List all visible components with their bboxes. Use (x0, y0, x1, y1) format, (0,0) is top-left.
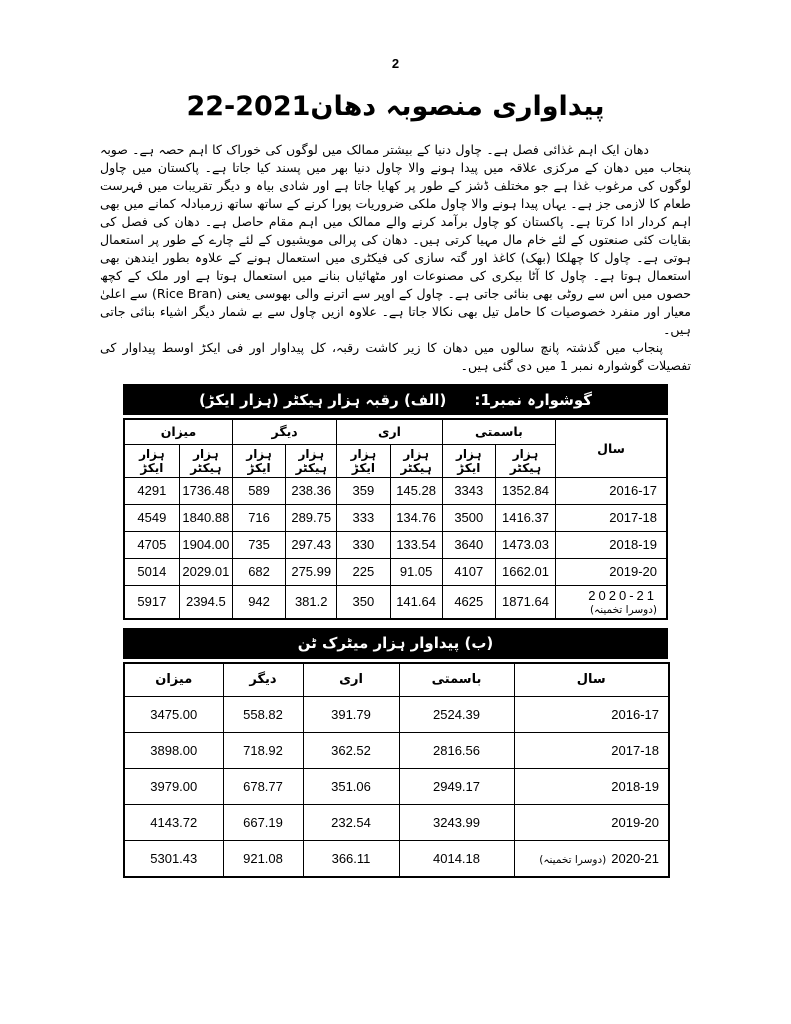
value-cell: 3243.99 (399, 805, 514, 841)
year-cell: 2016-17 (556, 477, 667, 504)
value-cell: 141.64 (390, 585, 442, 619)
year-cell: 2017-18 (556, 504, 667, 531)
value-cell: 1736.48 (179, 477, 232, 504)
value-cell: 359 (337, 477, 390, 504)
unit-header-cell: ہزار ایکڑ (232, 444, 285, 477)
other-column-header: دیگر (232, 419, 336, 444)
table-header-row (124, 419, 667, 444)
value-cell: 134.76 (390, 504, 442, 531)
value-cell: 351.06 (303, 769, 399, 805)
table1-band-label: گوشوارہ نمبر1: (474, 390, 592, 409)
value-cell: 391.79 (303, 697, 399, 733)
value-cell: 4291 (124, 477, 179, 504)
table1-band-title: (الف) رقبہ ہزار ہیکٹر (ہزار ایکڑ) (199, 390, 447, 409)
value-cell: 678.77 (223, 769, 303, 805)
year-cell: 2016-17 (514, 697, 669, 733)
value-cell: 558.82 (223, 697, 303, 733)
value-cell: 366.11 (303, 841, 399, 877)
value-cell: 381.2 (286, 585, 337, 619)
value-cell: 4143.72 (124, 805, 223, 841)
value-cell: 133.54 (390, 531, 442, 558)
table-row (124, 558, 667, 585)
table-row (124, 504, 667, 531)
value-cell: 297.43 (286, 531, 337, 558)
value-cell: 3898.00 (124, 733, 223, 769)
year-column-header: سال (556, 419, 667, 477)
year-cell: 2018-19 (514, 769, 669, 805)
value-cell: 1662.01 (495, 558, 555, 585)
year-cell: 2018-19 (556, 531, 667, 558)
unit-header-cell: ہزار ہیکٹر (390, 444, 442, 477)
irri-column-header: اری (337, 419, 442, 444)
value-cell: 2816.56 (399, 733, 514, 769)
area-table (123, 418, 668, 620)
value-cell: 5917 (124, 585, 179, 619)
value-cell: 718.92 (223, 733, 303, 769)
unit-header-cell: ہزار ایکڑ (337, 444, 390, 477)
value-cell: 1871.64 (495, 585, 555, 619)
basmati-column-header: باسمتی (399, 663, 514, 697)
table2-band-title: (ب) پیداوار ہزار میٹرک ٹن (297, 634, 494, 652)
year-cell: 2019-20 (514, 805, 669, 841)
value-cell: 1840.88 (179, 504, 232, 531)
value-cell: 3475.00 (124, 697, 223, 733)
value-cell: 5301.43 (124, 841, 223, 877)
value-cell: 921.08 (223, 841, 303, 877)
value-cell: 4014.18 (399, 841, 514, 877)
value-cell: 716 (232, 504, 285, 531)
year-value: 2020-21 (611, 850, 659, 866)
value-cell: 2524.39 (399, 697, 514, 733)
value-cell: 330 (337, 531, 390, 558)
year-value: 2020-21 (588, 587, 657, 603)
value-cell: 145.28 (390, 477, 442, 504)
year-cell: 2017-18 (514, 733, 669, 769)
unit-header-cell: ہزار ایکڑ (124, 444, 179, 477)
unit-header-cell: ہزار ہیکٹر (286, 444, 337, 477)
other-column-header: دیگر (223, 663, 303, 697)
value-cell: 2394.5 (179, 585, 232, 619)
value-cell: 5014 (124, 558, 179, 585)
value-cell: 589 (232, 477, 285, 504)
year-estimate-note: (دوسرا تخمینہ) (539, 853, 607, 866)
table-header-row (124, 663, 669, 697)
value-cell: 3640 (442, 531, 495, 558)
table-row (124, 585, 667, 619)
value-cell: 667.19 (223, 805, 303, 841)
value-cell: 232.54 (303, 805, 399, 841)
value-cell: 362.52 (303, 733, 399, 769)
year-cell (556, 585, 667, 619)
value-cell: 1904.00 (179, 531, 232, 558)
year-column-header: سال (514, 663, 669, 697)
unit-header-cell: ہزار ایکڑ (442, 444, 495, 477)
total-column-header: میزان (124, 419, 232, 444)
table-row (124, 477, 667, 504)
basmati-column-header: باسمتی (442, 419, 555, 444)
unit-header-cell: ہزار ہیکٹر (179, 444, 232, 477)
value-cell: 225 (337, 558, 390, 585)
intro-paragraph-1: دھان ایک اہم غذائی فصل ہے۔ چاول دنیا کے بیشتر ممالک میں لوگوں کی خوراک کا اہم حصہ ہے۔ صوبہ پنجاب میں دھان کے مرکزی علاقہ میں پیدا ہونے والا چاول دنیا بھر میں پسند کیا جاتا ہے۔ پاکستان میں چاول لوگوں کی مرغوب غذا ہے جو مختلف ڈشز کے طور پر کھایا جاتا ہے اور شادی بیاہ و دیگر تقریبات میں فہرست طعام کا لازمی جز ہے۔ یہاں پیدا ہونے والا چاول ملکی ضروریات پورا کرنے کے ساتھ ساتھ زرمبادلہ کمانے میں بھی اہم کردار ادا کرتا ہے۔ پاکستان کو چاول برآمد کرنے والے ممالک میں اہم مقام حاصل ہے۔ دھان کی فصل کی بقایات کئی صنعتوں کے لئے خام مال مہیا کرتی ہیں۔ دھان کی پرالی مویشیوں کے لئے چارے کے طور پر استعمال ہوتی ہے۔ چاول کا چھلکا (بھک) کاغذ اور گتہ سازی کی فیکٹری میں استعمال ہونے کے علاوہ بطور ایندھن بھی استعمال ہوتا ہے۔ چاول کا آٹا بیکری کی مصنوعات اور مٹھائیاں بنانے میں استعمال ہوتا ہے اور ملک کے کچھ حصوں میں اس سے روٹی بھی بنائی جاتی ہے۔ چاول کے اوپر سے اترنے والی بھوسی یعنی (Rice Bran) سے اعلیٰ معیار اور منفرد خصوصیات کا حامل تیل بھی نکالا جاتا ہے۔ علاوہ ازیں چاول سے بے شمار دیگر اشیاء بنائی جاتی ہیں۔ (100, 142, 691, 337)
year-estimate-note: (دوسرا تخمینہ) (589, 603, 657, 616)
production-table (123, 662, 670, 878)
value-cell: 2949.17 (399, 769, 514, 805)
value-cell: 3979.00 (124, 769, 223, 805)
table-row (124, 697, 669, 733)
value-cell: 4107 (442, 558, 495, 585)
value-cell: 3343 (442, 477, 495, 504)
value-cell: 2029.01 (179, 558, 232, 585)
value-cell: 4549 (124, 504, 179, 531)
table1-title-band (123, 384, 668, 415)
value-cell: 682 (232, 558, 285, 585)
unit-header-cell: ہزار ہیکٹر (495, 444, 555, 477)
value-cell: 3500 (442, 504, 495, 531)
value-cell: 275.99 (286, 558, 337, 585)
value-cell: 333 (337, 504, 390, 531)
value-cell: 735 (232, 531, 285, 558)
value-cell: 1352.84 (495, 477, 555, 504)
value-cell: 350 (337, 585, 390, 619)
intro-paragraph-2: پنجاب میں گذشتہ پانچ سالوں میں دھان کا زیر کاشت رقبہ، کل پیداوار اور فی ایکڑ اوسط پیداوار کی تفصیلات گوشوارہ نمبر 1 میں دی گئی ہیں۔ (100, 340, 691, 373)
total-column-header: میزان (124, 663, 223, 697)
value-cell: 238.36 (286, 477, 337, 504)
value-cell: 1473.03 (495, 531, 555, 558)
table-row (124, 733, 669, 769)
page-number: 2 (391, 56, 400, 71)
value-cell: 289.75 (286, 504, 337, 531)
table-row (124, 805, 669, 841)
year-cell: 2019-20 (556, 558, 667, 585)
table2-title-band (123, 628, 668, 659)
value-cell: 91.05 (390, 558, 442, 585)
year-cell (514, 841, 669, 877)
value-cell: 1416.37 (495, 504, 555, 531)
page-title: پیداواری منصوبہ دھان2021-22 (186, 91, 605, 122)
table-row (124, 531, 667, 558)
value-cell: 4625 (442, 585, 495, 619)
irri-column-header: اری (303, 663, 399, 697)
value-cell: 942 (232, 585, 285, 619)
intro-text (100, 141, 691, 375)
value-cell: 4705 (124, 531, 179, 558)
table-row (124, 769, 669, 805)
table-row (124, 841, 669, 877)
